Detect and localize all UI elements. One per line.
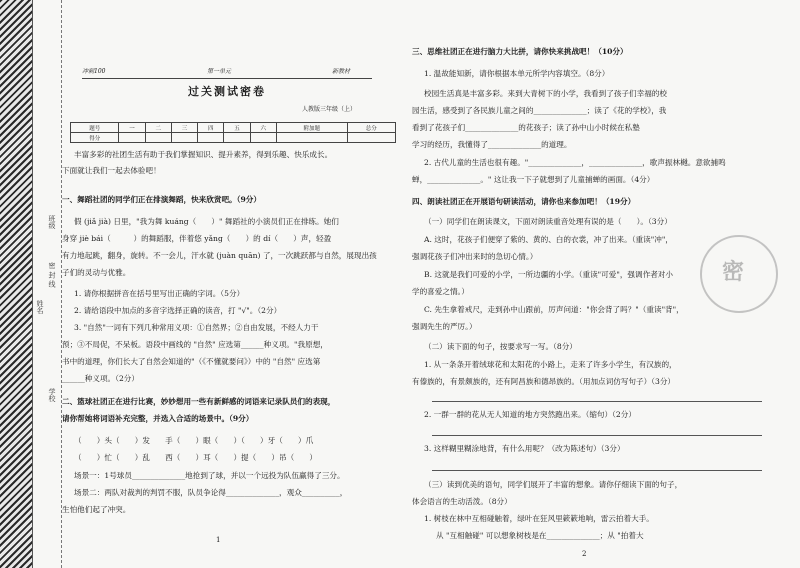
question[interactable]: 2. 古代儿童的生活也很有趣。"______________，______________，歌声振林樾。意欲捕鸣 [424,158,726,167]
score-input[interactable] [250,133,276,143]
option-a[interactable]: A. 这时，花孩子们便穿了紫的、黄的、白的衣裳，冲了出来。（重读"冲"， [424,235,673,244]
passage-line[interactable]: 看到了花孩子们______________的花孩子；读了孙中山小时候在私塾 [412,123,640,132]
passage-line: 身穿 jiè bái（ ）的舞蹈服，伴着悠 yǎng（ ）的 dí（ ）声，轻盈 [62,234,332,243]
page-number: 1 [216,536,221,544]
score-cell: 五 [224,123,250,133]
word-fill-row[interactable]: （ ）忙（ ）乱 西（ ）耳（ ）提（ ）吊（ ） [74,453,317,462]
watermark-stamp [700,235,778,313]
score-header-row [71,123,396,133]
score-input[interactable] [276,133,347,143]
passage-line[interactable]: 园生活，感受到了各民族儿童之间的______________；读了《花的学校》，我 [412,106,667,115]
sub-question: 体会语言的生动活泼。（8分） [412,497,512,506]
scene-line[interactable]: 场景二：两队对裁判的判罚不服，队员争论得______________，观众__________， [74,488,348,497]
option-c: 强调先生的严厉。） [412,322,477,331]
scene-line: 生怕他们起了冲突。 [62,505,131,514]
score-cell: 三 [171,123,197,133]
score-cell: 四 [198,123,224,133]
score-input[interactable] [145,133,171,143]
section-heading: 三、思维社团正在进行脑力大比拼，请你快来挑战吧！（10分） [412,47,628,56]
section-heading: 二、篮球社团正在进行比赛，妙妙想用一些有新鲜感的词语来记录队员们的表现， [62,397,336,406]
question: 1. 从一条条开着绒球花和太阳花的小路上，走来了许多小学生，有汉族的， [424,360,677,369]
sub-question: （三）读到优美的语句，同学们展开了丰富的想象。请你仔细读下面的句子， [424,480,683,489]
score-cell: 题号 [71,123,119,133]
brand-label: 冲刺100 [82,68,106,75]
score-value-row [71,133,396,143]
name-label: 姓名 [36,300,44,314]
edition-label: 人教版三年级（上） [302,106,357,113]
answer-line[interactable] [432,401,762,402]
passage-line: 有力地起跳，翻身，旋转。不一会儿，汗水就 (juàn quān) 了，一次跳跃都与自然，展现出孩 [62,251,377,260]
sub-question: （一）同学们在朗读课文，下面对朗读重音处理有误的是（ ）。（3分） [424,217,672,226]
class-label: 班级 [48,215,56,229]
option-b: 学的喜爱之情。） [412,287,469,296]
section-heading: 一、舞蹈社团的同学们正在排演舞蹈，快来欣赏吧。（9分） [62,195,261,204]
passage-line: 假 (jiǎ jià) 日里，"我为舞 kuáng（ ）" 舞蹈社的小演员们正在排练。她们 [74,217,339,226]
page-number: 2 [582,550,587,558]
section-heading: 请你帮她将词语补充完整，并选入合适的场景中。（9分） [62,414,254,423]
question: 预；③不局促，不呆板。语段中画线的 "自然" 应选第______种义项。"我原想， [62,340,328,349]
passage-line: 校园生活真是丰富多彩。来到大青树下的小学，我看到了孩子们幸福的校 [424,89,667,98]
score-cell: 二 [145,123,171,133]
word-fill-row[interactable]: （ ）头（ ）发 手（ ）眼（ ）（ ）牙（ ）爪 [74,436,314,445]
question: 2. 一群一群的花从无人知道的地方突然跑出来。（缩句）（2分） [424,410,636,419]
option-a: 强调花孩子们冲出来时的急切心情。） [412,252,538,261]
score-cell: 附加题 [276,123,347,133]
score-input[interactable] [224,133,250,143]
score-cell: 总分 [347,123,396,133]
binding-strip [0,0,32,568]
score-input[interactable] [119,133,145,143]
question: 3. "自然"一词有下列几种常用义项：①自然界；②自由发展，不经人力干 [74,323,319,332]
seal-gutter [33,0,62,568]
question: ______种义项。（2分） [62,374,139,383]
score-cell: 得分 [71,133,119,143]
seal-line-label: 密 封 线 [48,262,56,288]
header-rule [82,78,372,79]
question[interactable]: 从 "互相触碰" 可以想象树枝是在______________；从 "拍着大 [436,531,644,540]
series-label: 新教材 [332,68,351,75]
question: 1. 温故能知新，请你根据本单元所学内容填空。（8分） [424,69,610,78]
passage-line: 子们的灵动与优雅。 [62,268,131,277]
passage-line[interactable]: 学习的经历，我懂得了______________的道理。 [412,140,572,149]
score-cell: 六 [250,123,276,133]
sub-question: （二）读下面的句子，按要求写一写。（8分） [424,342,577,351]
page-title: 过关测试密卷 [188,85,266,98]
score-table [70,122,396,143]
question: 有傣族的，有景颇族的，还有阿昌族和德昂族的。（用加点词仿写句子）（3分） [412,377,676,386]
question: 3. 这样糊里糊涂地背，有什么用呢？（改为陈述句）（3分） [424,444,625,453]
school-label: 学校 [48,388,56,402]
section-heading: 四、朗读社团正在开展语句研读活动，请你也来参加吧！（19分） [412,197,636,206]
answer-line[interactable] [432,470,762,471]
question: 书中的道理，你们长大了自然会知道的"（《不懂就要问》）中的 "自然" 应选第 [62,357,321,366]
score-cell: 一 [119,123,145,133]
score-input[interactable] [347,133,396,143]
scene-line[interactable]: 场景一：1号球员______________地抢到了球，并以一个远投为队伍赢得了三分。 [74,471,345,480]
intro-text: 下面就让我们一起去体验吧！ [62,166,161,175]
option-b[interactable]: B. 这就是我们可爱的小学，一所边疆的小学。（重读"可爱"，强调作者对小 [424,270,673,279]
answer-line[interactable] [432,435,762,436]
intro-text: 丰富多彩的社团生活有助于我们掌握知识、提升素养，得到乐趣、快乐成长。 [74,150,333,159]
stamp-text: 密 [722,259,745,285]
left-page [62,0,402,568]
question: 1. 请你根据拼音在括号里写出正确的字词。（5分） [74,289,245,298]
unit-label: 第一单元 [207,68,232,75]
question: 2. 请给语段中加点的多音字选择正确的读音，打 "√"。（2分） [74,306,282,315]
question[interactable]: 蝉，______________。" 这让我一下子就想到了儿童捕蝉的画面。（4分） [412,175,655,184]
score-input[interactable] [171,133,197,143]
option-c[interactable]: C. 先生拿着戒尺，走到孙中山跟前，厉声问道："你会背了吗？"（重读"背"， [424,305,684,314]
score-input[interactable] [198,133,224,143]
question: 1. 树枝在林中互相碰触着，绿叶在狂风里簌簌地响，雷云拍着大手。 [424,514,654,523]
